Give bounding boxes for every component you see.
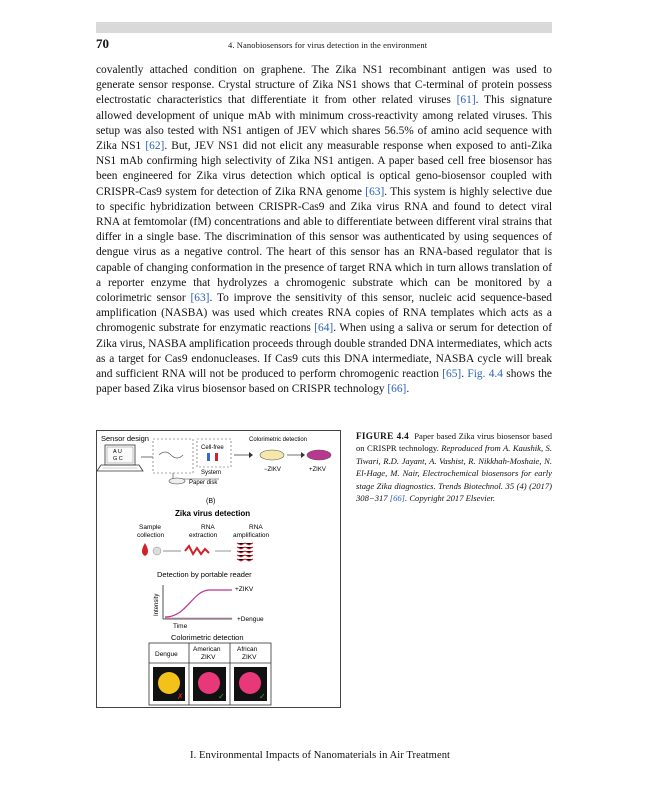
citation-link[interactable]: [63] [365, 185, 385, 198]
disk-african-icon [239, 672, 261, 694]
dashed-box-left [153, 439, 193, 473]
disk-dengue-icon [158, 672, 180, 694]
sample-tube-icon [153, 547, 161, 555]
citation-link[interactable]: [62] [145, 140, 165, 153]
collection-label: collection [137, 532, 165, 539]
body-text-run: . When using a saliva or serum for detection of Zika virus, NASBA amplification proceeds through double stranded DNA intermediates, which acts as a target for Cas9 endonucleases. If Cas9 cuts this DNA intermediate, NASBA cycle will break and sufficient RNA will not be produced to perform chromogenic reaction [96, 322, 552, 381]
body-text-run: . To improve the sensitivity of this sensor, nucleic acid sequence-based amplification (NASBA) was used which creates RNA copies of RNA templates which acts as a chromogenic substrate for enzymatic reactions [96, 292, 552, 335]
footer: I. Environmental Impacts of Nanomaterials in Air Treatment [190, 750, 451, 761]
figure-caption [356, 430, 552, 504]
col-american-header-2: ZIKV [201, 654, 216, 661]
portable-reader-label: Detection by portable reader [157, 570, 252, 579]
curve-plus-zikv-label: +ZIKV [235, 586, 254, 593]
body-text [96, 63, 552, 397]
col-dengue-header: Dengue [155, 651, 178, 658]
page-number: 70 [96, 36, 109, 51]
rna-label-1: RNA [201, 524, 215, 531]
mark-check-icon: ✓ [259, 692, 266, 701]
body-text-run: shows the paper based Zika virus biosensor based on CRISPR technology [96, 368, 552, 396]
disk-negative-icon [260, 450, 284, 460]
mark-check-icon: ✓ [218, 692, 225, 701]
rna-wave-icon [159, 452, 183, 458]
citation-link[interactable]: Fig. 4.4 [467, 368, 503, 381]
time-axis-label: Time [173, 623, 188, 630]
running-head: 4. Nanobiosensors for virus detection in the environment [228, 40, 428, 50]
paper-disk-icon [169, 478, 185, 484]
amplification-label: amplification [233, 532, 270, 539]
disk-american-icon [198, 672, 220, 694]
disk-positive-icon [307, 450, 331, 460]
blood-drop-icon [142, 543, 148, 556]
curve-dengue-label: +Dengue [237, 616, 264, 623]
dashed-box-right [197, 439, 231, 467]
extraction-label: extraction [189, 532, 218, 539]
mark-x-icon: ✗ [177, 692, 184, 701]
rna-label-2: RNA [249, 524, 263, 531]
caption-label: FIGURE 4.4 [356, 431, 409, 441]
amplified-rna-icon [237, 543, 253, 561]
body-text-run: . But, JEV NS1 did not elicit any measurable response when exposed to anti-Zika NS1 mAb confirming high selectivity of Zika NS1 antigen. A paper based cell free biosensor has been engineered for Zika virus detection which optical is optical geno-biosensor coupled with CRISPR-Cas9 system for detection of Zika RNA genome [96, 140, 552, 198]
citation-link[interactable]: [64] [314, 322, 334, 335]
tube-icon [207, 453, 218, 461]
arrow-head [249, 452, 253, 458]
citation-link[interactable]: [65] [442, 368, 462, 381]
caption-italic: Reproduced from A. Kaushik, S. Tiwari, R.D. Jayant, A. Vashist, R. Nikkhah-Moshaie, N. El-Hage, M. Nair, Electrochemical biosensors for early stage Zika diagnostics. Trends Biotechnol. 35 (4) (2017) 308−317 [356, 443, 553, 504]
caption-citation-link[interactable]: [66] [389, 493, 406, 504]
figure-4-4 [96, 430, 341, 708]
colorimetric-top-label: Colorimetric detection [249, 437, 308, 443]
cell-free-label: Cell-free [201, 445, 224, 451]
col-african-header-2: ZIKV [242, 654, 257, 661]
intensity-axis-label: Intensity [154, 593, 160, 616]
body-paragraph [96, 63, 552, 397]
system-label: System [201, 470, 222, 476]
sensor-design-label: Sensor design [101, 434, 149, 443]
arrow-head [301, 452, 305, 458]
body-text-run: . [461, 368, 468, 381]
citation-link[interactable]: [61] [456, 94, 476, 107]
panel-b-label: (B) [206, 498, 216, 505]
col-american-header-1: American [193, 646, 221, 653]
minus-zikv-label: −ZIKV [264, 467, 281, 473]
sample-label: Sample [139, 524, 162, 531]
body-text-run: . This signature allowed development of unique mAb with minimum cross-reactivity among related viruses. This setup was also tested with NS1 antigen of JEV which shares 56.5% of amino acid sequence with Zika NS1 [96, 94, 553, 153]
body-text-run: covalently attached condition on graphene. The Zika NS1 recombinant antigen was used to generate sensor response. Crystal structure of Zika NS1 shows that C-terminal of protein possess electrostatic characteristics that differentiate it from other related viruses [96, 64, 552, 107]
plus-zikv-label: +ZIKV [309, 467, 326, 473]
col-african-header-1: African [237, 646, 258, 653]
body-text-run: . This system is highly selective due to specific hybridization between CRISPR-Cas9 and Zika virus RNA and found to detect viral RNA at femtomolar (fM) concentrations and able to differentiate between different viral strains that differ in a single base. The discrimination of this sensor was authenticated by using sequences of dengue virus as a negative control. The heart of this sensor has an RNA-based regulator that is capable of changing conformation in the presence of target RNA which in turn allows translation of a reporter enzyme that hydrolyzes a chromogenic substrate which can be monitored by a colorimetric sensor [96, 185, 552, 305]
zikv-curve [165, 590, 232, 617]
figure-illustration [97, 431, 342, 709]
citation-link[interactable]: [66] [387, 383, 407, 396]
rna-strand-icon [185, 546, 209, 554]
paper-disk-label: Paper disk [189, 480, 218, 486]
keys-row-2: G C [113, 456, 123, 462]
caption-italic-end: . Copyright 2017 Elsevier. [405, 493, 496, 504]
keys-row-1: A U [113, 449, 122, 455]
citation-link[interactable]: [63] [190, 292, 210, 305]
caption-text: Paper based Zika virus biosensor based on CRISPR technology. [356, 431, 552, 454]
colorimetric-bottom-label: Colorimetric detection [171, 633, 244, 642]
header-bar [96, 22, 552, 33]
body-text-run: . [406, 383, 410, 396]
zika-detection-title: Zika virus detection [175, 509, 251, 518]
